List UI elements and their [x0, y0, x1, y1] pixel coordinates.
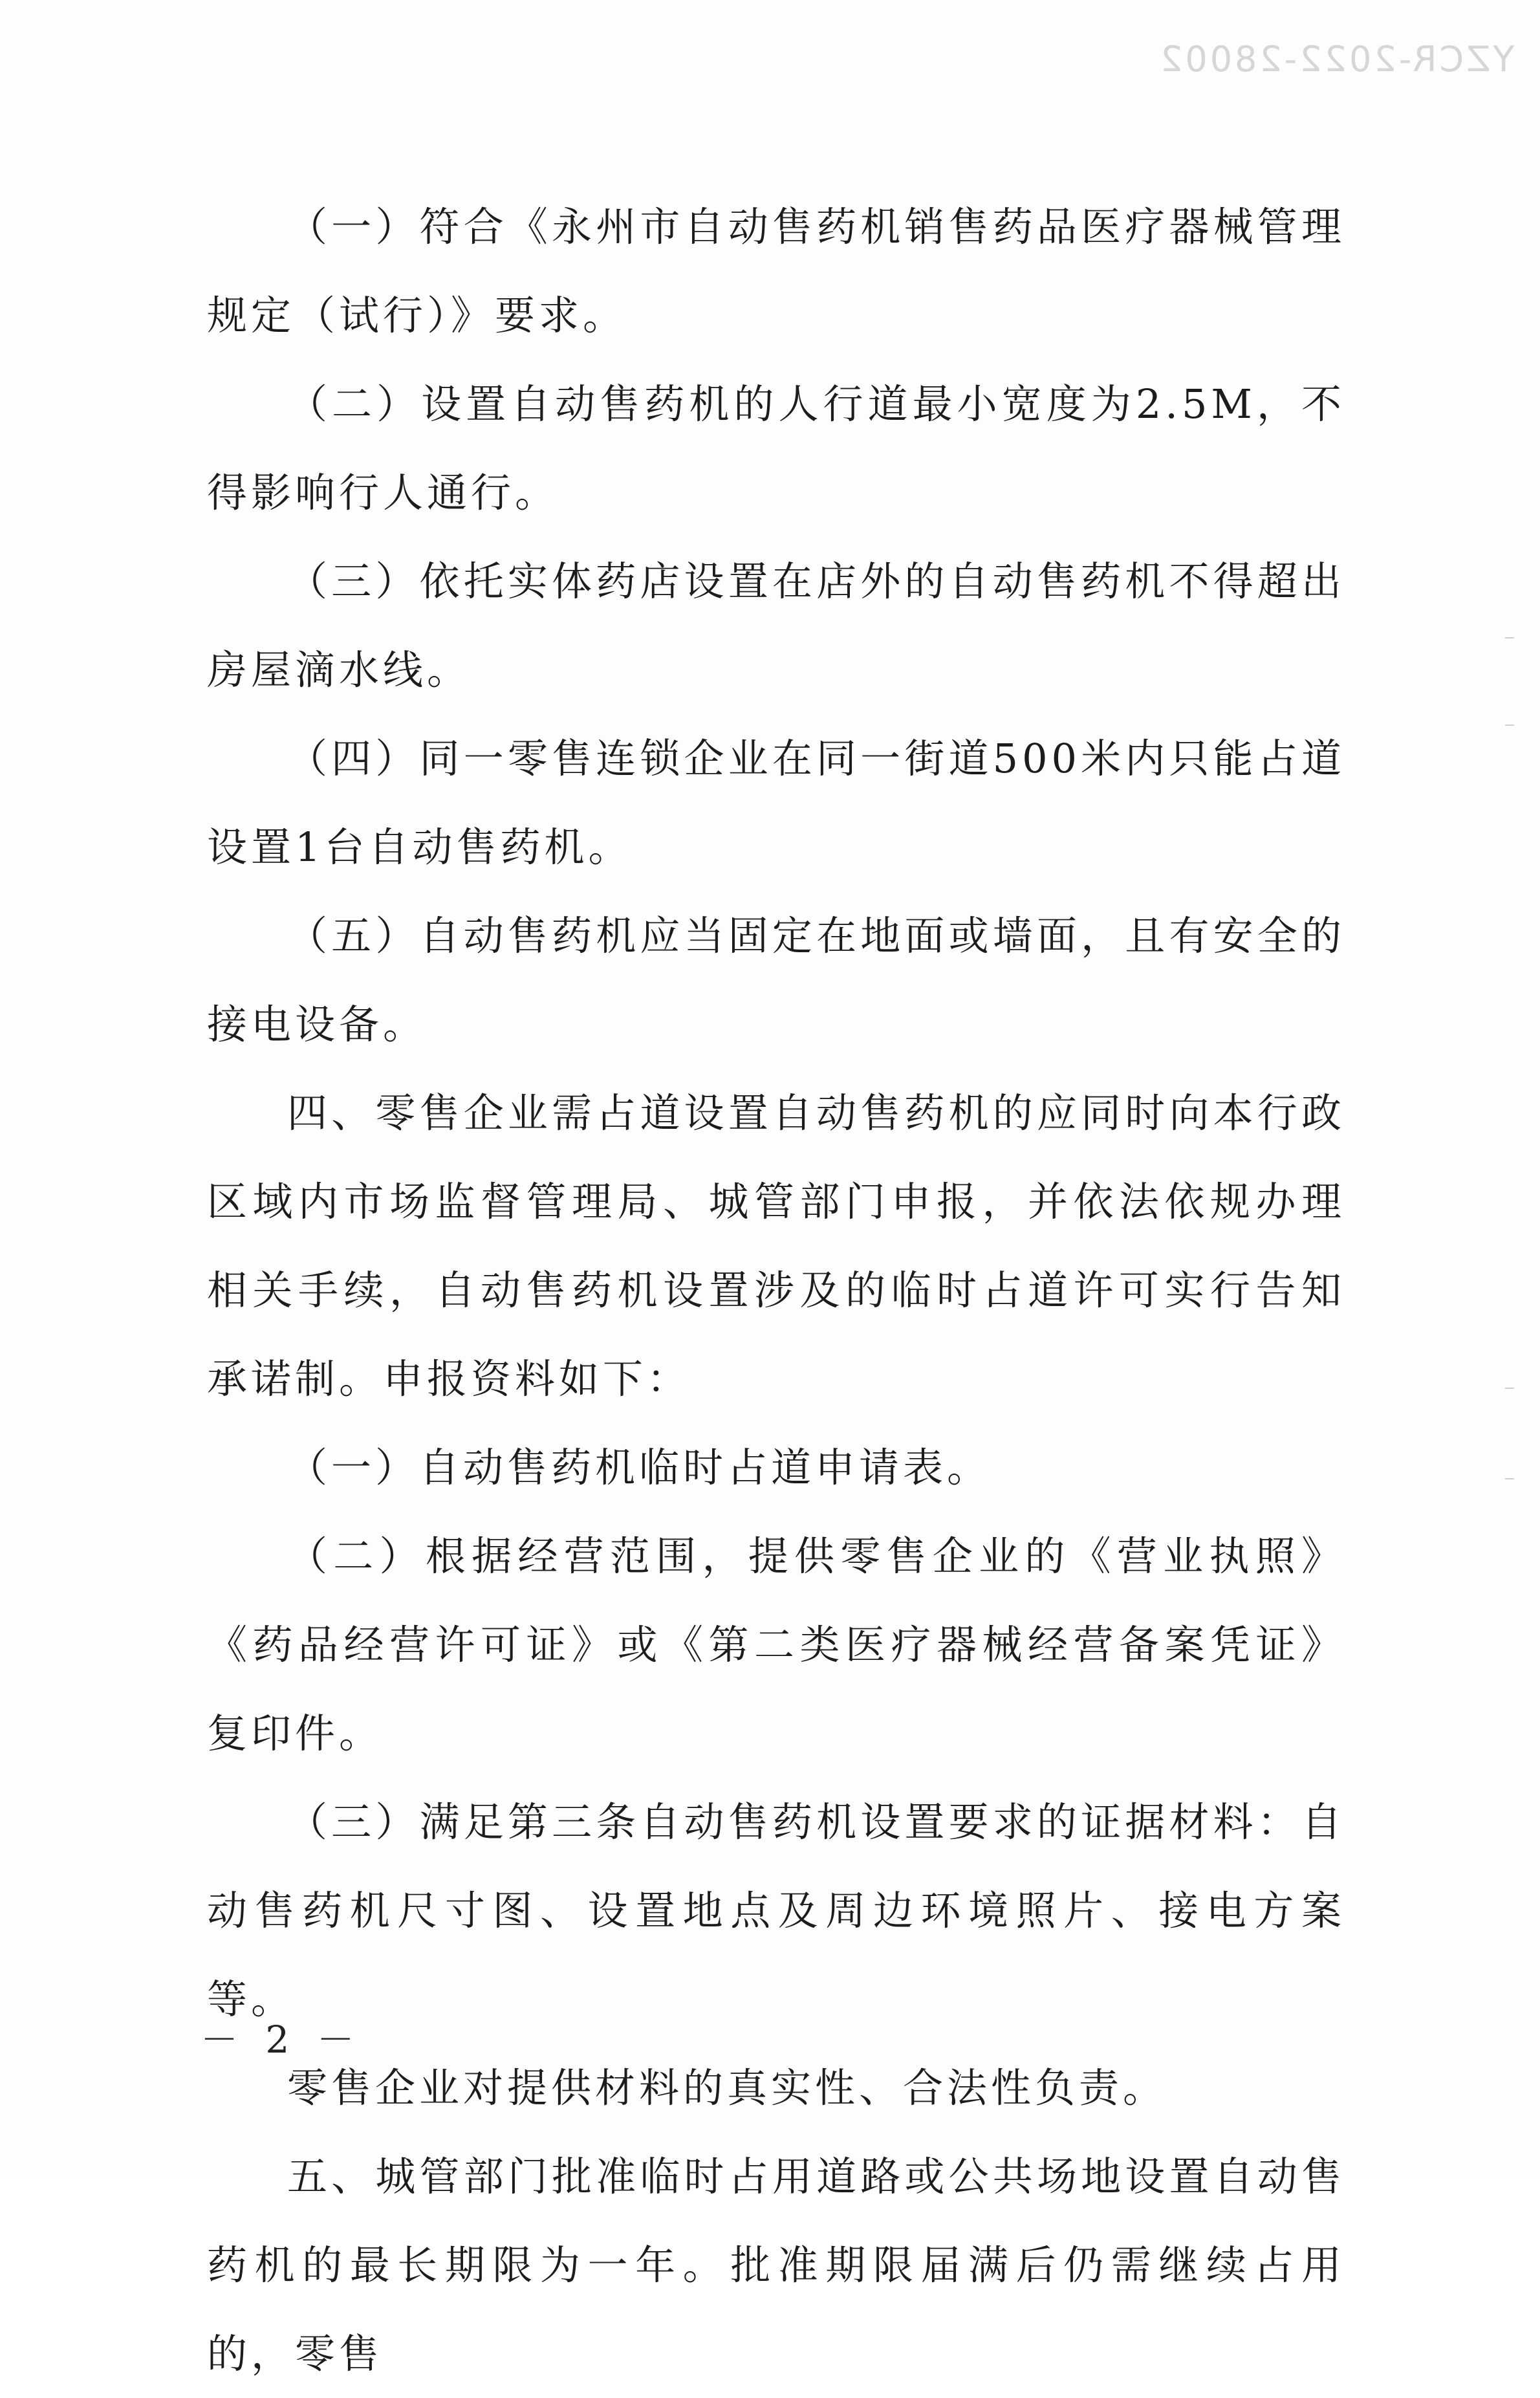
doc-number-watermark: YZCR-2022-28002 [1157, 39, 1514, 80]
paragraph: 四、零售企业需占道设置自动售药机的应同时向本行政区域内市场监督管理局、城管部门申报，并依法依规办理相关手续，自动售药机设置涉及的临时占道许可实行告知承诺制。申报资料如下： [207, 1089, 1345, 1402]
paragraph: （四）同一零售连锁企业在同一街道500米内只能占道设置1台自动售药机。 [207, 735, 1345, 871]
paragraph: （二）根据经营范围，提供零售企业的《营业执照》《药品经营许可证》或《第二类医疗器械经营备案凭证》复印件。 [207, 1532, 1345, 1757]
scan-edge-mark [1505, 1478, 1514, 1479]
paragraph: （五）自动售药机应当固定在地面或墙面，且有安全的接电设备。 [207, 912, 1345, 1048]
paragraph: 零售企业对提供材料的真实性、合法性负责。 [287, 2064, 1167, 2111]
paragraph: （二）设置自动售药机的人行道最小宽度为2.5M，不得影响行人通行。 [207, 380, 1345, 516]
document-body [207, 182, 1345, 2398]
paragraph: （一）符合《永州市自动售药机销售药品医疗器械管理规定（试行）》要求。 [207, 203, 1345, 339]
scan-edge-mark [1505, 1388, 1514, 1389]
paragraph: 五、城管部门批准临时占用道路或公共场地设置自动售药机的最长期限为一年。批准期限届满后仍需继续占用的，零售 [207, 2153, 1345, 2377]
paragraph: （三）依托实体药店设置在店外的自动售药机不得超出房屋滴水线。 [207, 558, 1345, 693]
page-number: － 2 － [201, 2018, 362, 2062]
paragraph: （三）满足第三条自动售药机设置要求的证据材料：自动售药机尺寸图、设置地点及周边环境照片、接电方案等。 [207, 1798, 1345, 2023]
paragraph: （一）自动售药机临时占道申请表。 [287, 1444, 992, 1491]
scan-edge-mark [1505, 725, 1514, 726]
scan-edge-mark [1505, 637, 1514, 638]
